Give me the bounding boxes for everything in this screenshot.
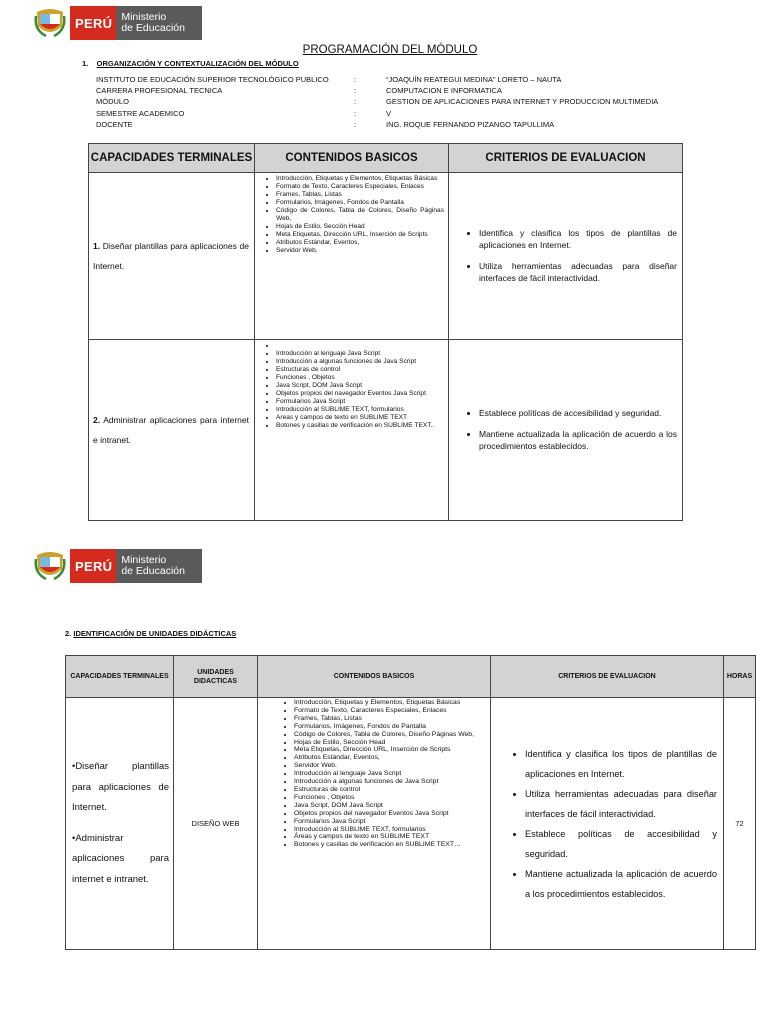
capacidades-table bbox=[88, 143, 683, 521]
unidades-table bbox=[65, 655, 756, 950]
capacidad-number: 1. bbox=[93, 241, 101, 251]
ministry-line1: Ministerio bbox=[121, 11, 167, 23]
peru-coat-of-arms-icon bbox=[34, 549, 66, 583]
list-item: • Frames, Tablas, Listas bbox=[294, 715, 486, 723]
list-item: • Introducción a algunas funciones de Java Script bbox=[294, 778, 486, 786]
list-item: • Áreas y campos de texto en SUBLIME TEXT bbox=[294, 833, 486, 841]
column-header: CONTENIDOS BASICOS bbox=[258, 656, 491, 698]
org-label: MÓDULO bbox=[96, 97, 129, 106]
org-value: GESTION DE APLICACIONES PARA INTERNET Y PRODUCCION MULTIMEDIA bbox=[386, 97, 659, 106]
table-row bbox=[89, 173, 683, 340]
org-label: DOCENTE bbox=[96, 120, 133, 129]
list-item: • Funciones , Objetos bbox=[276, 374, 444, 382]
criterios-list bbox=[509, 744, 717, 904]
table-row bbox=[66, 698, 756, 950]
list-item: • Formularios Java Script bbox=[294, 818, 486, 826]
org-value: ING. ROQUE FERNANDO PIZANGO TAPULLIMA bbox=[386, 120, 555, 129]
list-item: • Hojas de Estilo, Sección Head bbox=[294, 739, 486, 747]
list-item: • Meta Etiquetas, Dirección URL, Inserción de Scripts bbox=[294, 746, 486, 754]
section1-title: ORGANIZACIÓN Y CONTEXTUALIZACIÓN DEL MÓDULO bbox=[96, 59, 299, 68]
contenidos-list bbox=[261, 342, 444, 430]
list-item: • Mantiene actualizada la aplicación de acuerdo a los procedimientos establecidos. bbox=[525, 864, 717, 904]
peru-coat-of-arms-icon bbox=[34, 6, 66, 40]
list-item: • Objetos propios del navegador Eventos Java Script bbox=[294, 810, 486, 818]
contenidos-list bbox=[278, 699, 486, 849]
section2-heading bbox=[65, 629, 236, 638]
list-item: • Formato de Texto, Caracteres Especiales, Enlaces bbox=[294, 707, 486, 715]
criterios-list bbox=[459, 408, 677, 453]
list-item: • Servidor Web. bbox=[276, 247, 444, 255]
org-colon: : bbox=[354, 97, 357, 106]
list-item: • Identifica y clasifica los tipos de plantillas de aplicaciones en Internet. bbox=[479, 228, 677, 251]
list-item: • Estructuras de control bbox=[294, 786, 486, 794]
list-item: • Hojas de Estilo, Sección Head bbox=[276, 223, 444, 231]
org-label: INSTITUTO DE EDUCACIÓN SUPERIOR TECNOLÓGICO PUBLICO bbox=[96, 75, 329, 84]
capacidad-item: •Administrar aplicaciones para internet e intranet. bbox=[72, 832, 169, 885]
org-colon: : bbox=[354, 86, 357, 95]
peru-label: PERÚ bbox=[70, 549, 116, 583]
list-item: • Estructuras de control bbox=[276, 366, 444, 374]
capacidad-text: Administrar aplicaciones para internet e intranet. bbox=[93, 415, 249, 445]
criterios-cell bbox=[449, 340, 683, 521]
list-item: • Java Script, DOM Java Script bbox=[276, 382, 444, 390]
ministry-logo-second bbox=[34, 549, 202, 583]
section1-number: 1. bbox=[82, 59, 89, 68]
criterios-cell bbox=[491, 698, 724, 950]
list-item: • Introducción al lenguaje Java Script bbox=[294, 770, 486, 778]
list-item: • Atributos Estándar, Eventos, bbox=[276, 239, 444, 247]
list-item: • Introducción al SUBLIME TEXT, formularios bbox=[294, 826, 486, 834]
peru-label: PERÚ bbox=[70, 6, 116, 40]
contenidos-cell bbox=[255, 340, 449, 521]
list-item: • Formularios, Imágenes, Fondos de Pantalla bbox=[294, 723, 486, 731]
ministry-line2: de Educación bbox=[121, 565, 185, 577]
list-item: • Introducción, Etiquetas y Elementos, Etiquetas Básicas bbox=[276, 175, 444, 183]
criterios-cell bbox=[449, 173, 683, 340]
org-colon: : bbox=[354, 109, 357, 118]
ministry-line1: Ministerio bbox=[121, 554, 167, 566]
document-title: PROGRAMACIÓN DEL MÓDULO bbox=[302, 44, 478, 56]
contenidos-list bbox=[261, 175, 444, 255]
horas-cell: 72 bbox=[724, 698, 756, 950]
list-item: • Código de Colores, Tabla de Colores, Diseño Páginas Web, bbox=[294, 731, 486, 739]
org-value: “JOAQUÍN REATEGUI MEDINA” LORETO – NAUTA bbox=[386, 75, 562, 84]
list-item: • Formularios Java Script bbox=[276, 398, 444, 406]
org-colon: : bbox=[354, 75, 357, 84]
list-item: • Establece políticas de accesibilidad y seguridad. bbox=[525, 824, 717, 864]
org-value: V bbox=[386, 109, 392, 118]
criterios-list bbox=[459, 228, 677, 284]
list-item: • Funciones , Objetos bbox=[294, 794, 486, 802]
section2-number: 2. bbox=[65, 629, 72, 638]
ministry-label bbox=[116, 549, 202, 583]
column-header: CAPACIDADES TERMINALES bbox=[89, 144, 255, 173]
list-item: • Establece políticas de accesibilidad y seguridad. bbox=[479, 408, 677, 420]
column-header: UNIDADES DIDACTICAS bbox=[174, 656, 258, 698]
list-item: • Utiliza herramientas adecuadas para diseñar interfaces de fácil interactividad. bbox=[525, 784, 717, 824]
column-header: CONTENIDOS BASICOS bbox=[255, 144, 449, 173]
contenidos-cell bbox=[255, 173, 449, 340]
list-item bbox=[276, 342, 444, 350]
list-item: • Mantiene actualizada la aplicación de acuerdo a los procedimientos establecidos. bbox=[479, 429, 677, 452]
capacidad-text: Diseñar plantillas para aplicaciones de Internet. bbox=[93, 241, 249, 271]
list-item: • Identifica y clasifica los tipos de plantillas de aplicaciones en Internet. bbox=[525, 744, 717, 784]
column-header: CAPACIDADES TERMINALES bbox=[66, 656, 174, 698]
list-item: • Formularios, Imágenes, Fondos de Pantalla bbox=[276, 199, 444, 207]
list-item: • Código de Colores, Tabla de Colores, Diseño Páginas Web, bbox=[276, 207, 444, 223]
section2-title: IDENTIFICACIÓN DE UNIDADES DIDÁCTICAS bbox=[73, 629, 237, 638]
list-item: • Meta Etiquetas, Dirección URL, Inserción de Scripts bbox=[276, 231, 444, 239]
capacidades-cell bbox=[66, 698, 174, 950]
ministry-logo-top bbox=[34, 6, 202, 40]
table-row bbox=[89, 340, 683, 521]
list-item: • Botones y casillas de verificación en SUBLIME TEXT.. bbox=[276, 422, 444, 430]
table-header-row bbox=[89, 144, 683, 173]
list-item: • Java Script, DOM Java Script bbox=[294, 802, 486, 810]
ministry-label bbox=[116, 6, 202, 40]
table-header-row bbox=[66, 656, 756, 698]
list-item: • Formato de Texto, Caracteres Especiales, Enlaces bbox=[276, 183, 444, 191]
list-item: • Areas y campos de texto en SUBLIME TEXT bbox=[276, 414, 444, 422]
org-value: COMPUTACION E INFORMATICA bbox=[386, 86, 502, 95]
list-item: • Botones y casillas de verificación en SUBLIME TEXT… bbox=[294, 841, 486, 849]
capacidad-cell bbox=[89, 340, 255, 521]
list-item: • Objetos propios del navegador Eventos Java Script bbox=[276, 390, 444, 398]
unidad-cell: DISEÑO WEB bbox=[174, 698, 258, 950]
ministry-line2: de Educación bbox=[121, 22, 185, 34]
capacidad-item: •Diseñar plantillas para aplicaciones de Internet. bbox=[72, 761, 169, 813]
column-header: HORAS bbox=[724, 656, 756, 698]
capacidad-number: 2. bbox=[93, 415, 101, 425]
org-colon: : bbox=[354, 120, 357, 129]
capacidad-cell bbox=[89, 173, 255, 340]
column-header: CRITERIOS DE EVALUACION bbox=[491, 656, 724, 698]
list-item: • Servidor Web. bbox=[294, 762, 486, 770]
list-item: • Introducción a algunas funciones de Java Script bbox=[276, 358, 444, 366]
list-item: • Introducción al lenguaje Java Script bbox=[276, 350, 444, 358]
column-header: CRITERIOS DE EVALUACION bbox=[449, 144, 683, 173]
list-item: • Atributos Estándar, Eventos, bbox=[294, 754, 486, 762]
list-item: • Utiliza herramientas adecuadas para diseñar interfaces de fácil interactividad. bbox=[479, 261, 677, 284]
contenidos-cell bbox=[258, 698, 491, 950]
section1-heading bbox=[82, 59, 299, 68]
org-label: SEMESTRE ACADEMICO bbox=[96, 109, 185, 118]
list-item: • Frames, Tablas, Listas bbox=[276, 191, 444, 199]
list-item: • Introducción, Etiquetas y Elementos, Etiquetas Básicas bbox=[294, 699, 486, 707]
org-label: CARRERA PROFESIONAL TECNICA bbox=[96, 86, 223, 95]
list-item: • Introducción al SUBLIME TEXT, formularios bbox=[276, 406, 444, 414]
